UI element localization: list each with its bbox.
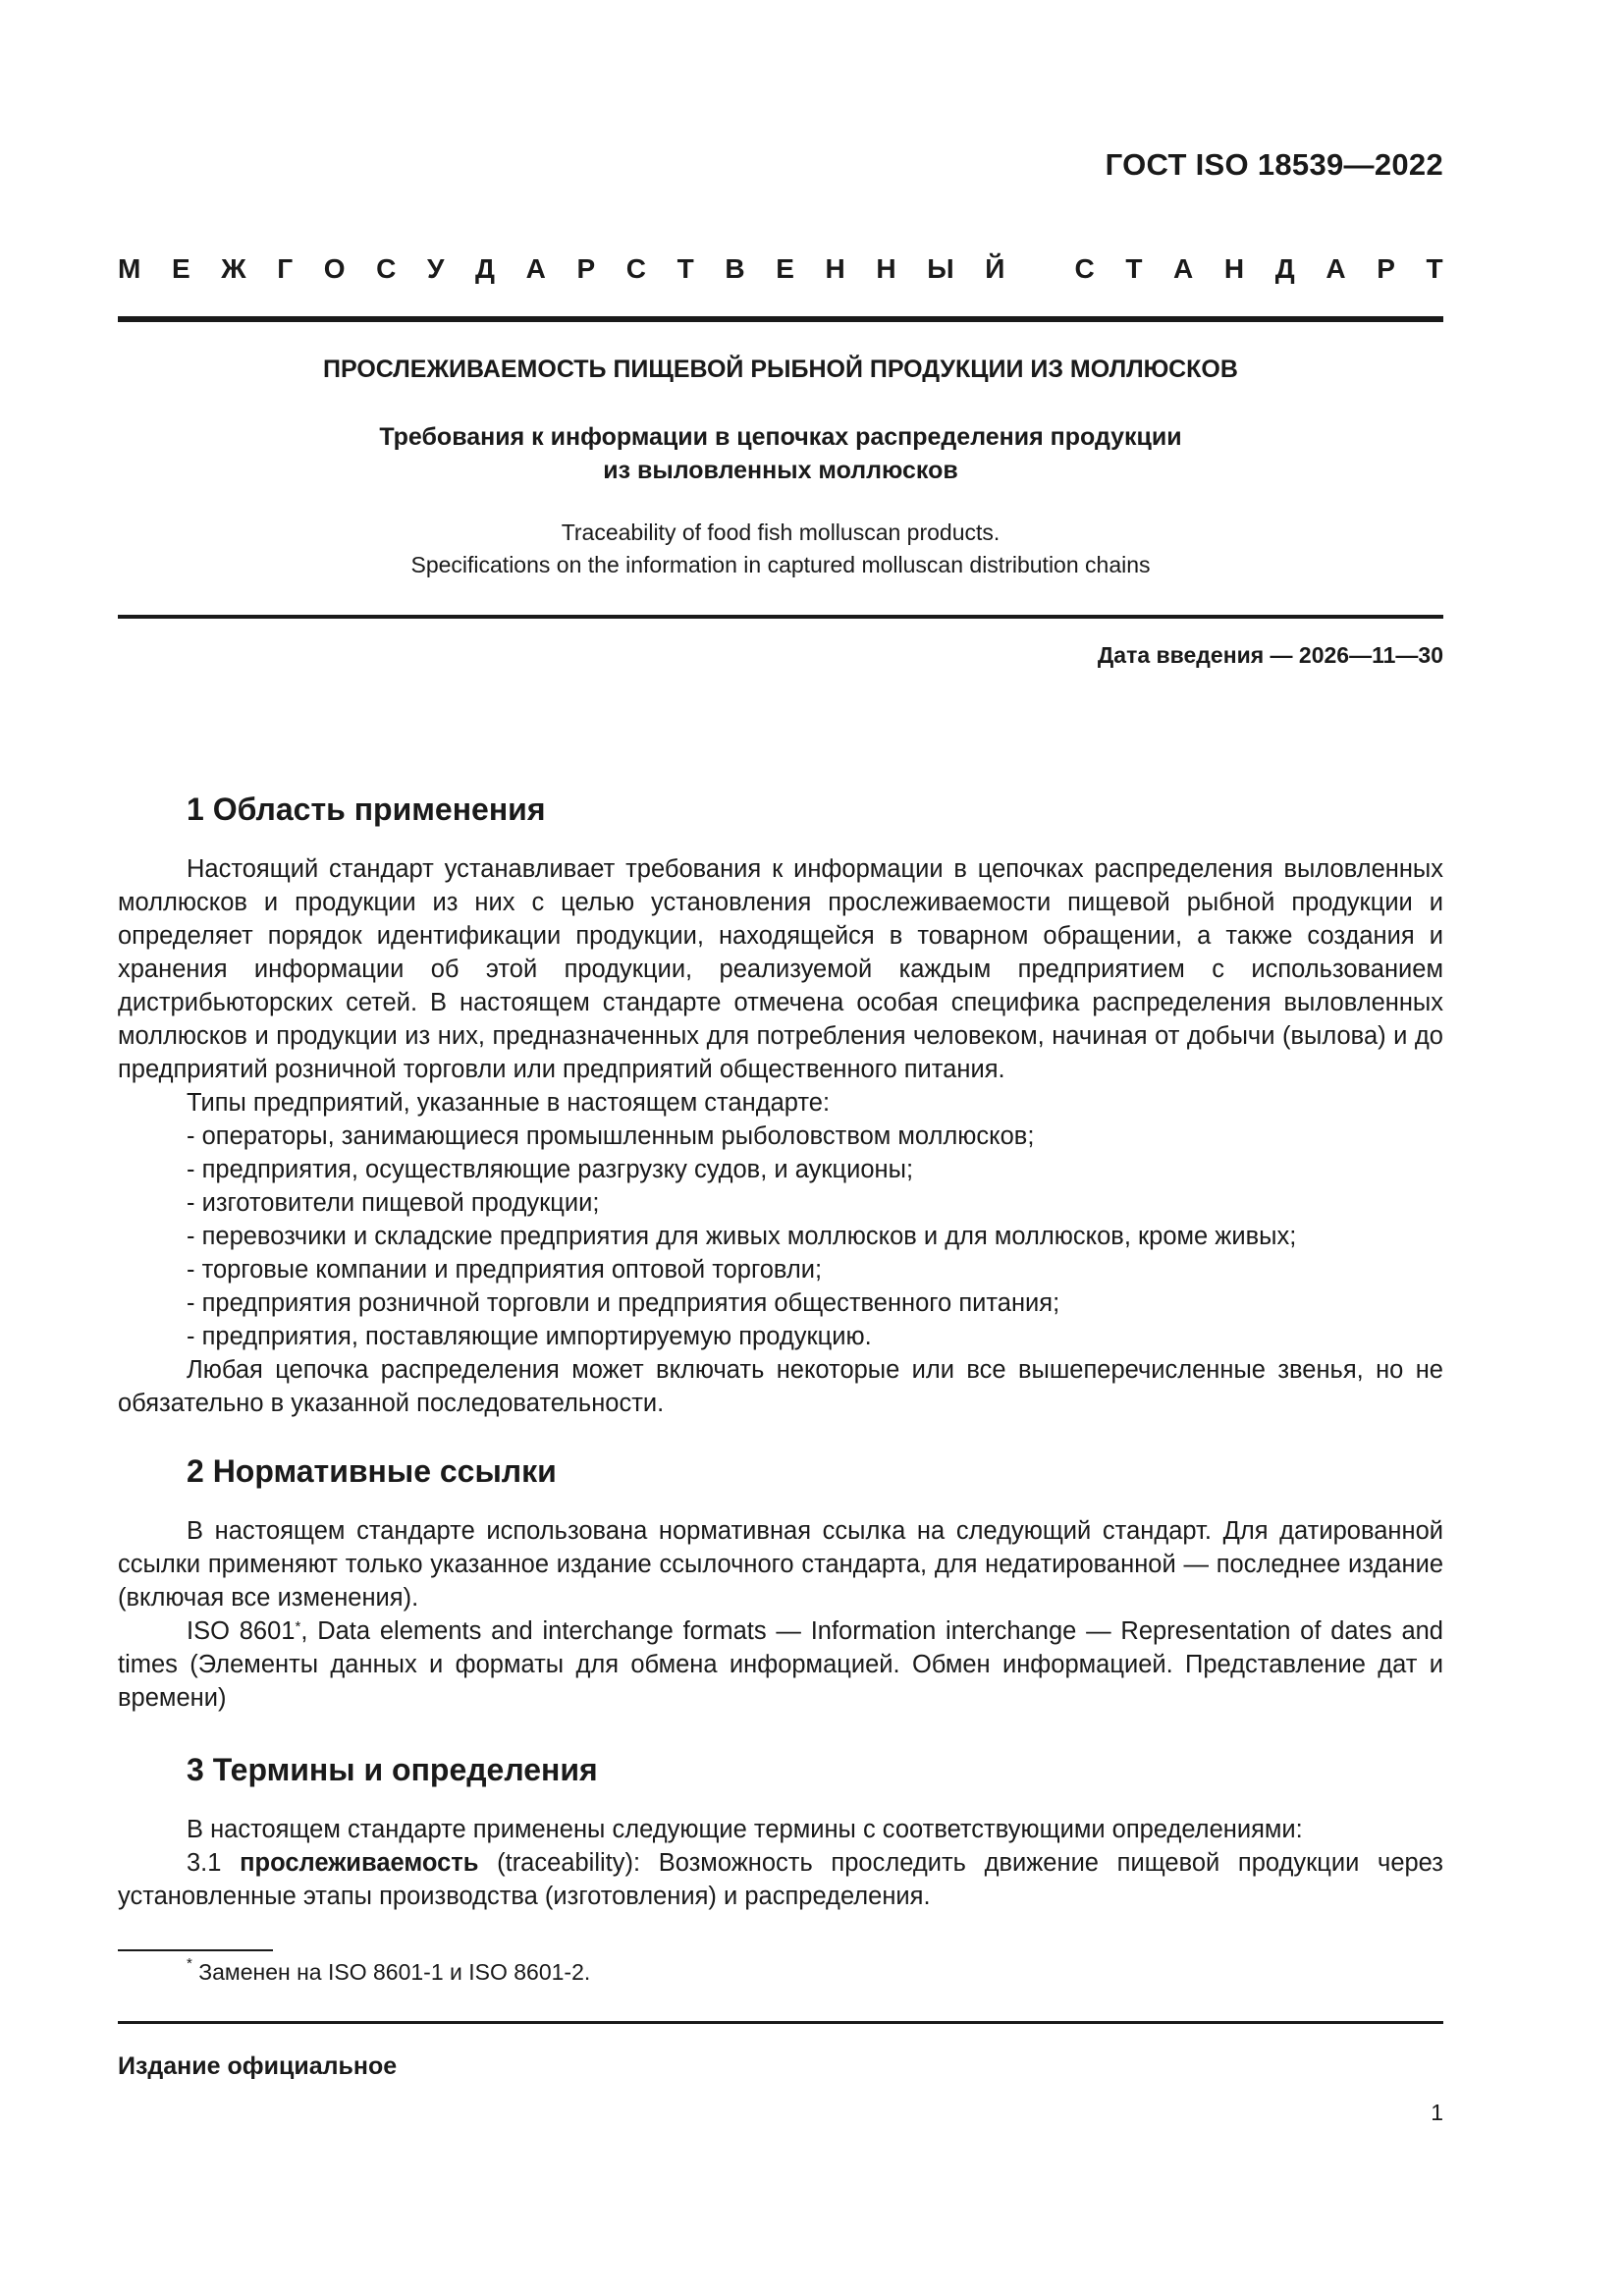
footnote <box>187 1955 591 1986</box>
paragraph: Любая цепочка распределения может включать некоторые или все вышеперечисленные звенья, но не обязательно в указанной последовательности. <box>118 1356 1443 1417</box>
english-title-line: Specifications on the information in captured molluscan distribution chains <box>410 552 1151 577</box>
section-body-terms <box>118 1813 1443 1913</box>
standard-type-letter: Д <box>1274 253 1295 284</box>
section-heading-scope: 1 Область применения <box>187 792 546 827</box>
document-subtitle <box>118 420 1443 487</box>
standard-type-letter: А <box>1173 253 1194 284</box>
standard-type-letter: Й <box>985 253 1005 284</box>
standard-type-letter: Е <box>776 253 794 284</box>
subtitle-line: из выловленных моллюсков <box>603 457 958 484</box>
standard-type-letter: Ы <box>927 253 954 284</box>
section-heading-normative-references: 2 Нормативные ссылки <box>187 1453 557 1489</box>
list-item: - торговые компании и предприятия оптовой торговли; <box>187 1256 823 1284</box>
document-title: ПРОСЛЕЖИВАЕМОСТЬ ПИЩЕВОЙ РЫБНОЙ ПРОДУКЦИИ ИЗ МОЛЛЮСКОВ <box>323 355 1238 383</box>
standard-type-letter: Г <box>277 253 294 284</box>
standard-type-letter: Н <box>876 253 896 284</box>
paragraph: Настоящий стандарт устанавливает требования к информации в цепочках распределения выловленных моллюсков и продукции из них с целью установления прослеживаемости пищевой рыбной продукции и определяет порядок идентификации продукции, находящейся в товарном обращении, а также создания и хранения информации об этой продукции, реализуемой каждым предприятием с использованием дистрибьюторских сетей. В настоящем стандарте отмечена особая специфика распределения выловленных моллюсков и продукции из них, предназначенных для потребления человеком, начиная от добычи (вылова) и до предприятий розничной торговли или предприятий общественного питания. <box>118 855 1443 1083</box>
standard-type-letter: С <box>625 253 646 284</box>
standard-type-letter: О <box>323 253 346 284</box>
reference-entry <box>118 1614 1443 1715</box>
introduction-date: Дата введения — 2026—11—30 <box>1097 642 1443 668</box>
reference-text: , Data elements and interchange formats — Information interchange — Representation of dates and times (Элементы данных и форматы для обмена информацией. Обмен информацией. Представление дат и времени) <box>118 1617 1443 1712</box>
footnote-marker: * <box>295 1618 301 1635</box>
section-body-normative-references <box>118 1514 1443 1715</box>
standard-type-letter: Р <box>576 253 596 284</box>
standard-type-letter: Д <box>475 253 495 284</box>
standard-type-letter: Н <box>825 253 845 284</box>
list-item: - предприятия, поставляющие импортируемую продукцию. <box>187 1323 872 1350</box>
standard-type-letter: С <box>376 253 397 284</box>
list-item: - предприятия, осуществляющие разгрузку судов, и аукционы; <box>187 1156 914 1183</box>
standard-type-letter <box>1036 253 1044 285</box>
standard-type-letter: Ж <box>221 253 246 284</box>
paragraph: Типы предприятий, указанные в настоящем стандарте: <box>187 1089 831 1117</box>
standard-type-letter: А <box>525 253 546 284</box>
paragraph: В настоящем стандарте использована нормативная ссылка на следующий стандарт. Для датированной ссылки применяют только указанное издание ссылочного стандарта, для недатированной — последнее издание (включая все изменения). <box>118 1517 1443 1612</box>
standard-type-letter: Е <box>171 253 190 284</box>
section-heading-terms: 3 Термины и определения <box>187 1752 598 1787</box>
standard-type-letter: У <box>426 253 445 284</box>
list-item: - операторы, занимающиеся промышленным рыболовством моллюсков; <box>187 1122 1035 1150</box>
standard-type-letter: Т <box>1125 253 1143 284</box>
footnote-rule <box>118 1949 273 1951</box>
page-number: 1 <box>1431 2100 1443 2125</box>
section-body-scope <box>118 852 1443 1420</box>
subtitle-line: Требования к информации в цепочках распределения продукции <box>379 423 1182 451</box>
english-title <box>118 517 1443 581</box>
standard-type-letter: А <box>1325 253 1346 284</box>
standard-type-letter: М <box>118 253 141 284</box>
standard-type-letter: Т <box>1426 253 1443 284</box>
footnote-marker: * <box>187 1955 192 1972</box>
footnote-text: Заменен на ISO 8601-1 и ISO 8601-2. <box>191 1959 591 1985</box>
term-text: (traceability): Возможность проследить движение пищевой продукции через установленные этапы производства (изготовления) и распределения. <box>118 1849 1443 1910</box>
footer-rule <box>118 2021 1443 2024</box>
paragraph: В настоящем стандарте применены следующие термины с соответствующими определениями: <box>187 1816 1303 1843</box>
header-rule <box>118 316 1443 322</box>
english-title-line: Traceability of food fish molluscan products. <box>561 519 1001 545</box>
standard-type-letter: С <box>1074 253 1095 284</box>
standard-type-label <box>118 253 1443 285</box>
term-number: 3.1 <box>187 1849 222 1877</box>
standard-type-letter: Р <box>1377 253 1395 284</box>
list-item: - предприятия розничной торговли и предприятия общественного питания; <box>187 1289 1060 1317</box>
standard-type-letter: В <box>725 253 745 284</box>
list-item: - изготовители пищевой продукции; <box>187 1189 600 1217</box>
reference-code: ISO 8601 <box>187 1617 296 1645</box>
list-item: - перевозчики и складские предприятия для живых моллюсков и для моллюсков, кроме живых; <box>187 1223 1297 1250</box>
term-name: прослеживаемость <box>240 1849 479 1877</box>
standard-type-letter: Т <box>676 253 694 284</box>
standard-designation: ГОСТ ISO 18539—2022 <box>1105 147 1443 182</box>
standard-type-letter: Н <box>1223 253 1245 284</box>
title-rule <box>118 615 1443 619</box>
edition-label: Издание официальное <box>118 2052 398 2080</box>
term-definition <box>118 1846 1443 1913</box>
